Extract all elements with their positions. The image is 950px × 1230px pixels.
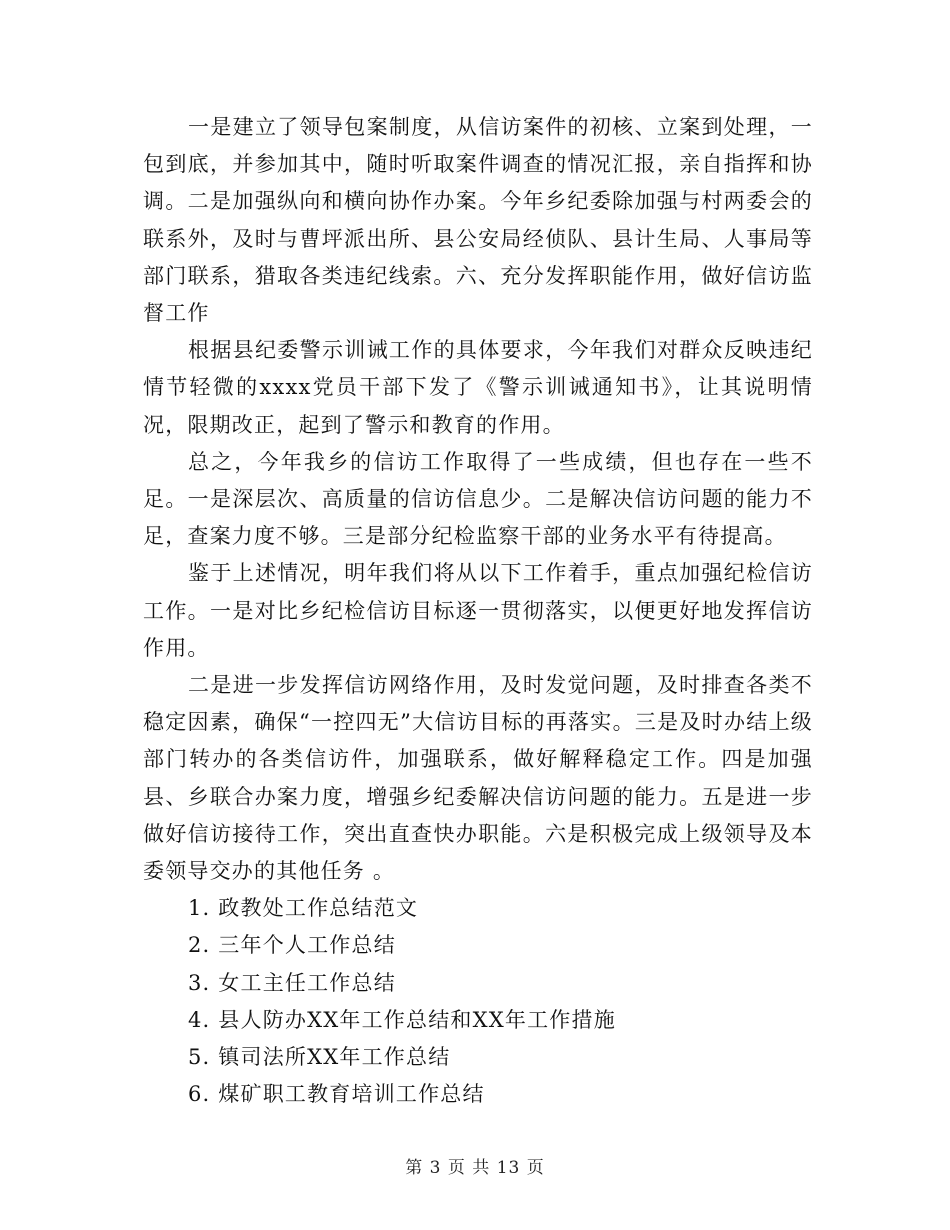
paragraph-3: 总之，今年我乡的信访工作取得了一些成绩，但也存在一些不足。一是深层次、高质量的信访信息少。二是解决信访问题的能力不足，查案力度不够。三是部分纪检监察干部的业务水平有待提高。 xyxy=(143,449,813,549)
page-number-footer: 第 3 页 共 13 页 xyxy=(405,1158,545,1178)
list-item[interactable]: 4. 县人防办XX年工作总结和XX年工作措施 xyxy=(188,1007,616,1032)
related-articles-list xyxy=(143,890,813,1113)
list-item[interactable]: 6. 煤矿职工教育培训工作总结 xyxy=(188,1082,485,1107)
list-item[interactable]: 5. 镇司法所XX年工作总结 xyxy=(188,1045,451,1070)
list-item[interactable]: 1. 政教处工作总结范文 xyxy=(188,896,419,921)
list-item[interactable]: 2. 三年个人工作总结 xyxy=(188,933,396,958)
paragraph-5: 二是进一步发挥信访网络作用，及时发觉问题，及时排查各类不稳定因素，确保“一控四无”大信访目标的再落实。三是及时办结上级部门转办的各类信访件，加强联系，做好解释稳定工作。四是加强县、乡联合办案力度，增强乡纪委解决信访问题的能力。五是进一步做好信访接待工作，突出直查快办职能。六是积极完成上级领导及本委领导交办的其他任务 。 xyxy=(143,673,813,884)
paragraph-4: 鉴于上述情况，明年我们将从以下工作着手，重点加强纪检信访工作。一是对比乡纪检信访目标逐一贯彻落实，以便更好地发挥信访作用。 xyxy=(143,561,813,660)
paragraph-2: 根据县纪委警示训诫工作的具体要求，今年我们对群众反映违纪情节轻微的xxxx党员干部下发了《警示训诫通知书》，让其说明情况，限期改正，起到了警示和教育的作用。 xyxy=(143,338,813,437)
document-body xyxy=(143,109,813,1113)
list-item[interactable]: 3. 女工主任工作总结 xyxy=(188,970,396,995)
paragraph-1: 一是建立了领导包案制度，从信访案件的初核、立案到处理，一包到底，并参加其中，随时听取案件调查的情况汇报，亲自指挥和协调。二是加强纵向和横向协作办案。今年乡纪委除加强与村两委会的联系外，及时与曹坪派出所、县公安局经侦队、县计生局、人事局等部门联系，猎取各类违纪线索。六、充分发挥职能作用，做好信访监督工作 xyxy=(143,115,813,326)
